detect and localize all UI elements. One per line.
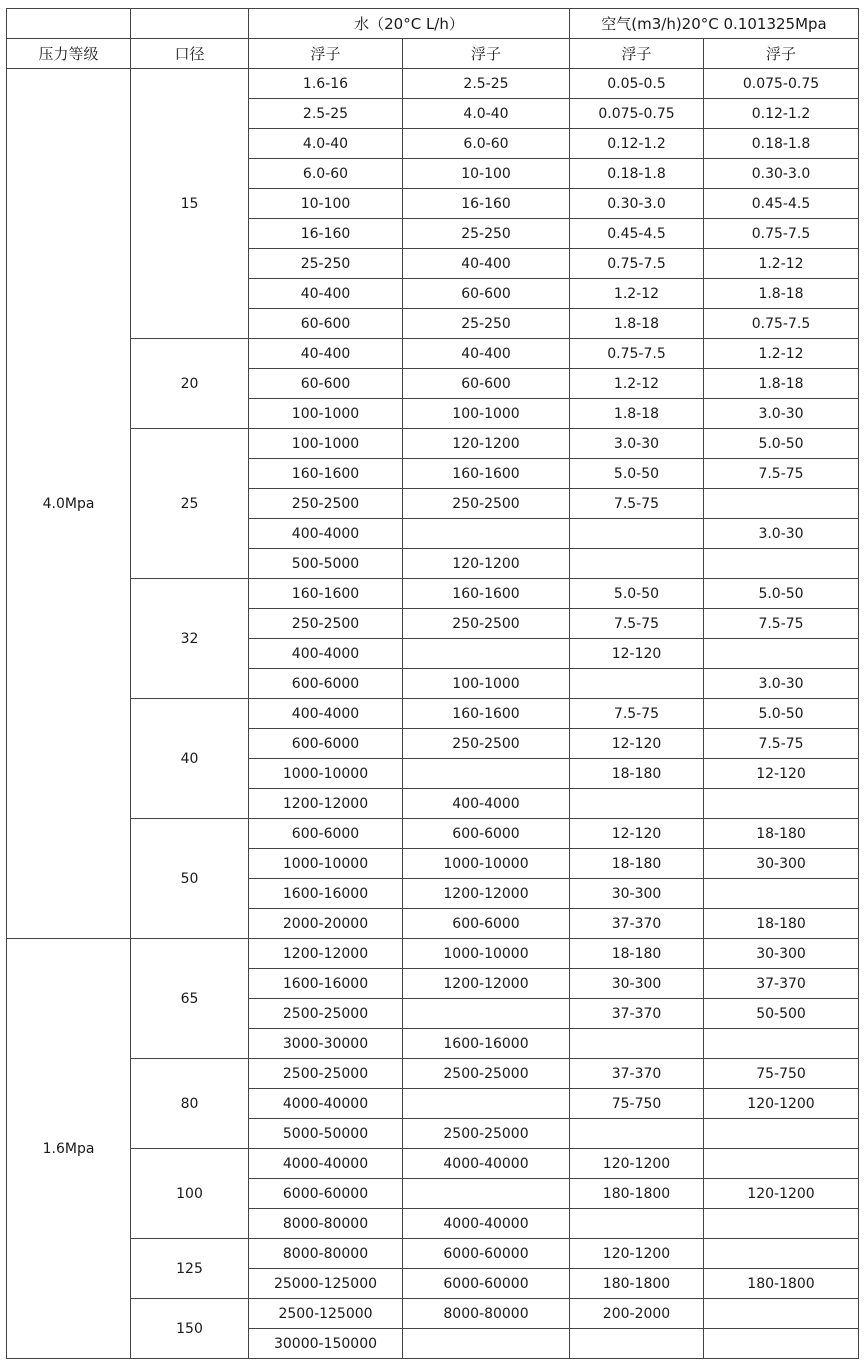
air-group-header: 空气(m3/h)20°C 0.101325Mpa xyxy=(570,9,859,39)
water-float-2-cell: 1000-10000 xyxy=(403,939,570,969)
air-float-1-cell xyxy=(570,1209,704,1239)
diameter-cell: 32 xyxy=(131,579,249,699)
air-float-1-cell: 5.0-50 xyxy=(570,459,704,489)
water-float-2-cell: 4000-40000 xyxy=(403,1149,570,1179)
water-float-2-cell: 120-1200 xyxy=(403,429,570,459)
air-float-2-cell: 0.75-7.5 xyxy=(704,309,859,339)
water-float-1-cell: 2500-25000 xyxy=(249,999,403,1029)
air-float-1-cell: 30-300 xyxy=(570,969,704,999)
water-float-2-cell: 40-400 xyxy=(403,339,570,369)
water-float-1-cell: 1600-16000 xyxy=(249,969,403,999)
table-row xyxy=(7,1059,859,1089)
water-float-1-cell: 400-4000 xyxy=(249,699,403,729)
table-row xyxy=(7,579,859,609)
air-float-1-cell: 18-180 xyxy=(570,849,704,879)
water-float-2-cell: 100-1000 xyxy=(403,399,570,429)
water-float-2-cell: 60-600 xyxy=(403,279,570,309)
air-float-1-cell: 180-1800 xyxy=(570,1179,704,1209)
water-float-1-cell: 30000-150000 xyxy=(249,1329,403,1359)
diameter-cell: 100 xyxy=(131,1149,249,1239)
air-float-2-cell: 0.12-1.2 xyxy=(704,99,859,129)
air-float-2-cell: 12-120 xyxy=(704,759,859,789)
water-float-2-cell xyxy=(403,999,570,1029)
air-float-1-cell: 0.30-3.0 xyxy=(570,189,704,219)
water-float-1-header: 浮子 xyxy=(249,39,403,69)
table-row xyxy=(7,1149,859,1179)
air-float-2-cell: 5.0-50 xyxy=(704,579,859,609)
water-float-2-cell: 160-1600 xyxy=(403,459,570,489)
water-float-2-cell: 6.0-60 xyxy=(403,129,570,159)
water-float-2-cell: 120-1200 xyxy=(403,549,570,579)
air-float-1-cell xyxy=(570,549,704,579)
water-float-1-cell: 16-160 xyxy=(249,219,403,249)
water-float-2-cell: 60-600 xyxy=(403,369,570,399)
air-float-1-cell: 18-180 xyxy=(570,939,704,969)
air-float-2-cell xyxy=(704,879,859,909)
table-row xyxy=(7,1299,859,1329)
diameter-cell: 150 xyxy=(131,1299,249,1359)
air-float-2-cell xyxy=(704,1119,859,1149)
water-float-1-cell: 1000-10000 xyxy=(249,759,403,789)
air-float-2-cell: 7.5-75 xyxy=(704,459,859,489)
air-float-2-cell: 3.0-30 xyxy=(704,669,859,699)
air-float-1-cell: 1.2-12 xyxy=(570,369,704,399)
water-float-2-cell xyxy=(403,519,570,549)
table-row xyxy=(7,429,859,459)
air-float-2-cell: 0.075-0.75 xyxy=(704,69,859,99)
water-float-1-cell: 1.6-16 xyxy=(249,69,403,99)
air-float-2-cell xyxy=(704,1029,859,1059)
water-float-1-cell: 8000-80000 xyxy=(249,1239,403,1269)
water-float-2-cell: 1600-16000 xyxy=(403,1029,570,1059)
air-float-2-cell: 5.0-50 xyxy=(704,699,859,729)
air-float-1-cell: 7.5-75 xyxy=(570,609,704,639)
air-float-1-cell xyxy=(570,519,704,549)
air-float-1-cell: 37-370 xyxy=(570,909,704,939)
water-float-2-cell xyxy=(403,1089,570,1119)
table-row xyxy=(7,1239,859,1269)
water-float-1-cell: 1200-12000 xyxy=(249,939,403,969)
water-float-1-cell: 600-6000 xyxy=(249,669,403,699)
water-float-2-cell: 10-100 xyxy=(403,159,570,189)
air-float-2-cell: 3.0-30 xyxy=(704,519,859,549)
water-float-1-cell: 160-1600 xyxy=(249,579,403,609)
air-float-2-cell: 0.18-1.8 xyxy=(704,129,859,159)
water-float-2-cell: 250-2500 xyxy=(403,489,570,519)
water-float-2-cell: 2500-25000 xyxy=(403,1059,570,1089)
water-float-1-cell: 3000-30000 xyxy=(249,1029,403,1059)
water-float-1-cell: 6000-60000 xyxy=(249,1179,403,1209)
water-float-1-cell: 8000-80000 xyxy=(249,1209,403,1239)
water-float-2-header: 浮子 xyxy=(403,39,570,69)
table-row xyxy=(7,939,859,969)
air-float-1-header: 浮子 xyxy=(570,39,704,69)
air-float-2-cell: 120-1200 xyxy=(704,1089,859,1119)
air-float-2-cell xyxy=(704,549,859,579)
header-row-columns xyxy=(7,39,859,69)
water-float-2-cell: 40-400 xyxy=(403,249,570,279)
water-float-2-cell: 4000-40000 xyxy=(403,1209,570,1239)
air-float-2-cell: 1.8-18 xyxy=(704,369,859,399)
air-float-2-cell xyxy=(704,1149,859,1179)
water-float-2-cell: 2.5-25 xyxy=(403,69,570,99)
air-float-2-cell: 18-180 xyxy=(704,819,859,849)
water-float-1-cell: 25000-125000 xyxy=(249,1269,403,1299)
water-float-1-cell: 1200-12000 xyxy=(249,789,403,819)
air-float-2-cell: 0.75-7.5 xyxy=(704,219,859,249)
air-float-1-cell: 180-1800 xyxy=(570,1269,704,1299)
pressure-header: 压力等级 xyxy=(7,39,131,69)
air-float-2-cell: 180-1800 xyxy=(704,1269,859,1299)
diameter-cell: 40 xyxy=(131,699,249,819)
header-row-groups xyxy=(7,9,859,39)
header-empty-cell xyxy=(7,9,131,39)
air-float-2-cell xyxy=(704,639,859,669)
air-float-1-cell xyxy=(570,669,704,699)
water-float-2-cell: 160-1600 xyxy=(403,699,570,729)
water-float-2-cell: 1000-10000 xyxy=(403,849,570,879)
water-float-1-cell: 25-250 xyxy=(249,249,403,279)
air-float-1-cell: 30-300 xyxy=(570,879,704,909)
air-float-1-cell xyxy=(570,1029,704,1059)
air-float-1-cell: 120-1200 xyxy=(570,1149,704,1179)
water-float-1-cell: 4000-40000 xyxy=(249,1149,403,1179)
water-float-1-cell: 2.5-25 xyxy=(249,99,403,129)
air-float-2-cell: 3.0-30 xyxy=(704,399,859,429)
water-float-1-cell: 5000-50000 xyxy=(249,1119,403,1149)
water-float-1-cell: 100-1000 xyxy=(249,399,403,429)
air-float-2-cell: 120-1200 xyxy=(704,1179,859,1209)
air-float-2-cell xyxy=(704,489,859,519)
air-float-2-cell xyxy=(704,1239,859,1269)
water-float-2-cell: 2500-25000 xyxy=(403,1119,570,1149)
diameter-cell: 80 xyxy=(131,1059,249,1149)
water-float-1-cell: 250-2500 xyxy=(249,609,403,639)
air-float-2-cell: 7.5-75 xyxy=(704,729,859,759)
header-empty-cell xyxy=(131,9,249,39)
water-float-1-cell: 10-100 xyxy=(249,189,403,219)
water-float-2-cell: 4.0-40 xyxy=(403,99,570,129)
water-float-1-cell: 4000-40000 xyxy=(249,1089,403,1119)
air-float-1-cell: 200-2000 xyxy=(570,1299,704,1329)
water-float-1-cell: 60-600 xyxy=(249,369,403,399)
diameter-header: 口径 xyxy=(131,39,249,69)
air-float-1-cell: 12-120 xyxy=(570,819,704,849)
air-float-2-cell xyxy=(704,1299,859,1329)
water-float-2-cell: 6000-60000 xyxy=(403,1239,570,1269)
diameter-cell: 50 xyxy=(131,819,249,939)
table-row xyxy=(7,819,859,849)
air-float-2-cell: 1.2-12 xyxy=(704,339,859,369)
air-float-2-cell: 1.2-12 xyxy=(704,249,859,279)
air-float-1-cell: 1.8-18 xyxy=(570,309,704,339)
air-float-1-cell: 7.5-75 xyxy=(570,699,704,729)
water-float-1-cell: 600-6000 xyxy=(249,729,403,759)
table-row xyxy=(7,339,859,369)
air-float-1-cell: 0.12-1.2 xyxy=(570,129,704,159)
diameter-cell: 20 xyxy=(131,339,249,429)
air-float-1-cell: 1.8-18 xyxy=(570,399,704,429)
water-float-1-cell: 4.0-40 xyxy=(249,129,403,159)
water-float-1-cell: 2500-125000 xyxy=(249,1299,403,1329)
air-float-1-cell: 0.45-4.5 xyxy=(570,219,704,249)
diameter-cell: 15 xyxy=(131,69,249,339)
air-float-1-cell xyxy=(570,1119,704,1149)
air-float-1-cell: 0.75-7.5 xyxy=(570,249,704,279)
water-float-2-cell xyxy=(403,1179,570,1209)
water-float-1-cell: 6.0-60 xyxy=(249,159,403,189)
air-float-1-cell: 1.2-12 xyxy=(570,279,704,309)
air-float-2-cell: 50-500 xyxy=(704,999,859,1029)
air-float-1-cell xyxy=(570,1329,704,1359)
water-float-1-cell: 2500-25000 xyxy=(249,1059,403,1089)
water-float-2-cell: 600-6000 xyxy=(403,819,570,849)
pressure-cell: 4.0Mpa xyxy=(7,69,131,939)
air-float-1-cell: 18-180 xyxy=(570,759,704,789)
air-float-2-cell: 18-180 xyxy=(704,909,859,939)
diameter-cell: 25 xyxy=(131,429,249,579)
air-float-2-cell: 75-750 xyxy=(704,1059,859,1089)
water-float-2-cell: 160-1600 xyxy=(403,579,570,609)
air-float-1-cell: 7.5-75 xyxy=(570,489,704,519)
water-float-2-cell: 250-2500 xyxy=(403,729,570,759)
water-float-1-cell: 1600-16000 xyxy=(249,879,403,909)
water-float-2-cell: 1200-12000 xyxy=(403,969,570,999)
water-float-2-cell: 400-4000 xyxy=(403,789,570,819)
air-float-2-cell: 30-300 xyxy=(704,849,859,879)
water-float-1-cell: 160-1600 xyxy=(249,459,403,489)
water-float-2-cell: 600-6000 xyxy=(403,909,570,939)
water-float-2-cell: 1200-12000 xyxy=(403,879,570,909)
air-float-2-cell: 30-300 xyxy=(704,939,859,969)
water-float-2-cell: 250-2500 xyxy=(403,609,570,639)
water-float-1-cell: 40-400 xyxy=(249,339,403,369)
water-float-1-cell: 2000-20000 xyxy=(249,909,403,939)
water-float-1-cell: 1000-10000 xyxy=(249,849,403,879)
water-float-2-cell: 25-250 xyxy=(403,309,570,339)
air-float-1-cell: 0.075-0.75 xyxy=(570,99,704,129)
air-float-2-cell xyxy=(704,789,859,819)
air-float-1-cell: 37-370 xyxy=(570,1059,704,1089)
water-float-1-cell: 60-600 xyxy=(249,309,403,339)
air-float-2-cell: 0.30-3.0 xyxy=(704,159,859,189)
air-float-2-cell: 5.0-50 xyxy=(704,429,859,459)
air-float-1-cell: 5.0-50 xyxy=(570,579,704,609)
water-float-1-cell: 400-4000 xyxy=(249,639,403,669)
water-float-2-cell: 25-250 xyxy=(403,219,570,249)
air-float-1-cell: 0.75-7.5 xyxy=(570,339,704,369)
water-float-1-cell: 600-6000 xyxy=(249,819,403,849)
water-float-2-cell: 8000-80000 xyxy=(403,1299,570,1329)
water-float-1-cell: 250-2500 xyxy=(249,489,403,519)
pressure-cell: 1.6Mpa xyxy=(7,939,131,1359)
air-float-2-header: 浮子 xyxy=(704,39,859,69)
water-float-2-cell xyxy=(403,639,570,669)
air-float-1-cell: 12-120 xyxy=(570,729,704,759)
air-float-1-cell xyxy=(570,789,704,819)
water-float-1-cell: 500-5000 xyxy=(249,549,403,579)
air-float-1-cell: 75-750 xyxy=(570,1089,704,1119)
air-float-2-cell xyxy=(704,1329,859,1359)
water-float-1-cell: 100-1000 xyxy=(249,429,403,459)
air-float-2-cell xyxy=(704,1209,859,1239)
table-row xyxy=(7,69,859,99)
water-float-1-cell: 400-4000 xyxy=(249,519,403,549)
air-float-1-cell: 0.18-1.8 xyxy=(570,159,704,189)
water-float-2-cell: 100-1000 xyxy=(403,669,570,699)
air-float-2-cell: 0.45-4.5 xyxy=(704,189,859,219)
air-float-2-cell: 37-370 xyxy=(704,969,859,999)
water-float-1-cell: 40-400 xyxy=(249,279,403,309)
flow-range-table xyxy=(6,8,859,1359)
air-float-1-cell: 3.0-30 xyxy=(570,429,704,459)
water-float-2-cell xyxy=(403,759,570,789)
air-float-2-cell: 7.5-75 xyxy=(704,609,859,639)
diameter-cell: 125 xyxy=(131,1239,249,1299)
air-float-1-cell: 0.05-0.5 xyxy=(570,69,704,99)
water-group-header: 水（20°C L/h） xyxy=(249,9,570,39)
water-float-2-cell: 16-160 xyxy=(403,189,570,219)
air-float-2-cell: 1.8-18 xyxy=(704,279,859,309)
water-float-2-cell xyxy=(403,1329,570,1359)
air-float-1-cell: 37-370 xyxy=(570,999,704,1029)
diameter-cell: 65 xyxy=(131,939,249,1059)
air-float-1-cell: 12-120 xyxy=(570,639,704,669)
table-row xyxy=(7,699,859,729)
water-float-2-cell: 6000-60000 xyxy=(403,1269,570,1299)
air-float-1-cell: 120-1200 xyxy=(570,1239,704,1269)
